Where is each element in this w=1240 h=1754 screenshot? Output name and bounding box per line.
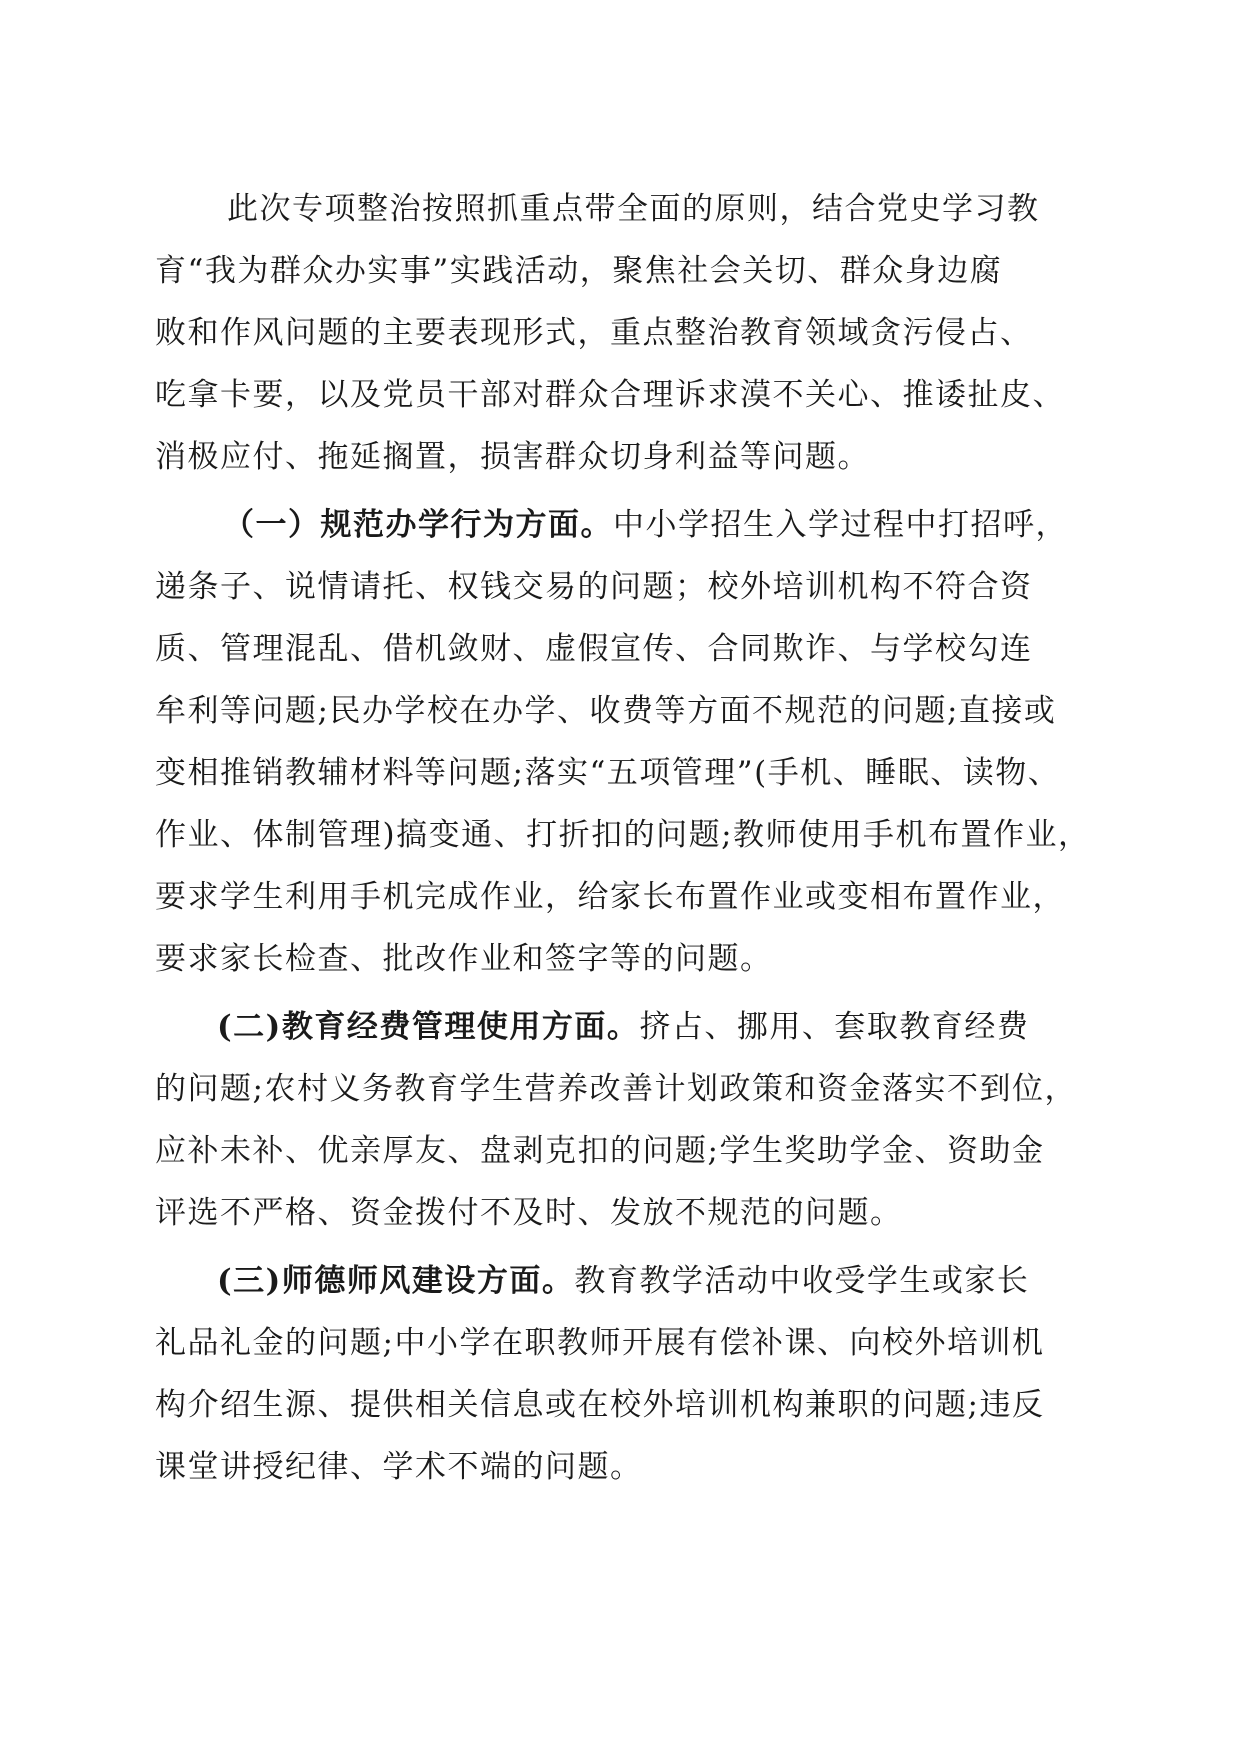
section-2-paragraph <box>155 996 1095 1244</box>
paragraph-line: 要求家长检查、批改作业和签字等的问题。 <box>155 941 773 977</box>
paragraph-line: 牟利等问题;民办学校在办学、收费等方面不规范的问题;直接或 <box>155 693 1057 729</box>
section-1-paragraph <box>155 494 1095 990</box>
paragraph-line: 消极应付、拖延搁置，损害群众切身利益等问题。 <box>155 439 870 475</box>
paragraph-line: 吃拿卡要，以及党员干部对群众合理诉求漠不关心、推诿扯皮、 <box>155 377 1065 413</box>
section-3-paragraph <box>155 1250 1095 1498</box>
paragraph-line: 要求学生利用手机完成作业，给家长布置作业或变相布置作业， <box>155 879 1065 915</box>
paragraph-line: 质、管理混乱、借机敛财、虚假宣传、合同欺诈、与学校勾连 <box>155 631 1033 667</box>
paragraph-line: 应补未补、优亲厚友、盘剥克扣的问题;学生奖助学金、资助金 <box>155 1133 1045 1169</box>
paragraph-line: 此次专项整治按照抓重点带全面的原则，结合党史学习教 <box>227 191 1040 227</box>
paragraph-line: 构介绍生源、提供相关信息或在校外培训机构兼职的问题;违反 <box>155 1387 1045 1423</box>
section-1-first-line-text: 中小学招生入学过程中打招呼， <box>613 507 1068 543</box>
section-1-first-line <box>155 494 1095 556</box>
paragraph-line: 变相推销教辅材料等问题;落实“五项管理”(手机、睡眠、读物、 <box>155 755 1061 791</box>
paragraph-line: 礼品礼金的问题;中小学在职教师开展有偿补课、向校外培训机 <box>155 1325 1045 1361</box>
section-2-heading: (二)教育经费管理使用方面。 <box>217 1009 640 1045</box>
paragraph-line: 课堂讲授纪律、学术不端的问题。 <box>155 1449 643 1485</box>
paragraph-line: 败和作风问题的主要表现形式，重点整治教育领域贪污侵占、 <box>155 315 1033 351</box>
paragraph-line: 的问题;农村义务教育学生营养改善计划政策和资金落实不到位， <box>155 1071 1077 1107</box>
intro-paragraph <box>155 178 1095 488</box>
section-3-first-line-text: 教育教学活动中收受学生或家长 <box>574 1263 1030 1299</box>
section-1-heading: （一）规范办学行为方面。 <box>223 507 613 543</box>
paragraph-line: 育“我为群众办实事”实践活动，聚焦社会关切、群众身边腐 <box>155 253 1003 289</box>
paragraph-line: 作业、体制管理)搞变通、打折扣的问题;教师使用手机布置作业， <box>155 817 1091 853</box>
section-3-heading: (三)师德师风建设方面。 <box>217 1263 575 1299</box>
section-2-first-line-text: 挤占、挪用、套取教育经费 <box>639 1009 1030 1045</box>
paragraph-line: 递条子、说情请托、权钱交易的问题；校外培训机构不符合资 <box>155 569 1033 605</box>
section-2-first-line <box>155 996 1095 1058</box>
paragraph-line: 评选不严格、资金拨付不及时、发放不规范的问题。 <box>155 1195 903 1231</box>
section-3-first-line <box>155 1250 1095 1312</box>
document-body <box>155 178 1095 1498</box>
